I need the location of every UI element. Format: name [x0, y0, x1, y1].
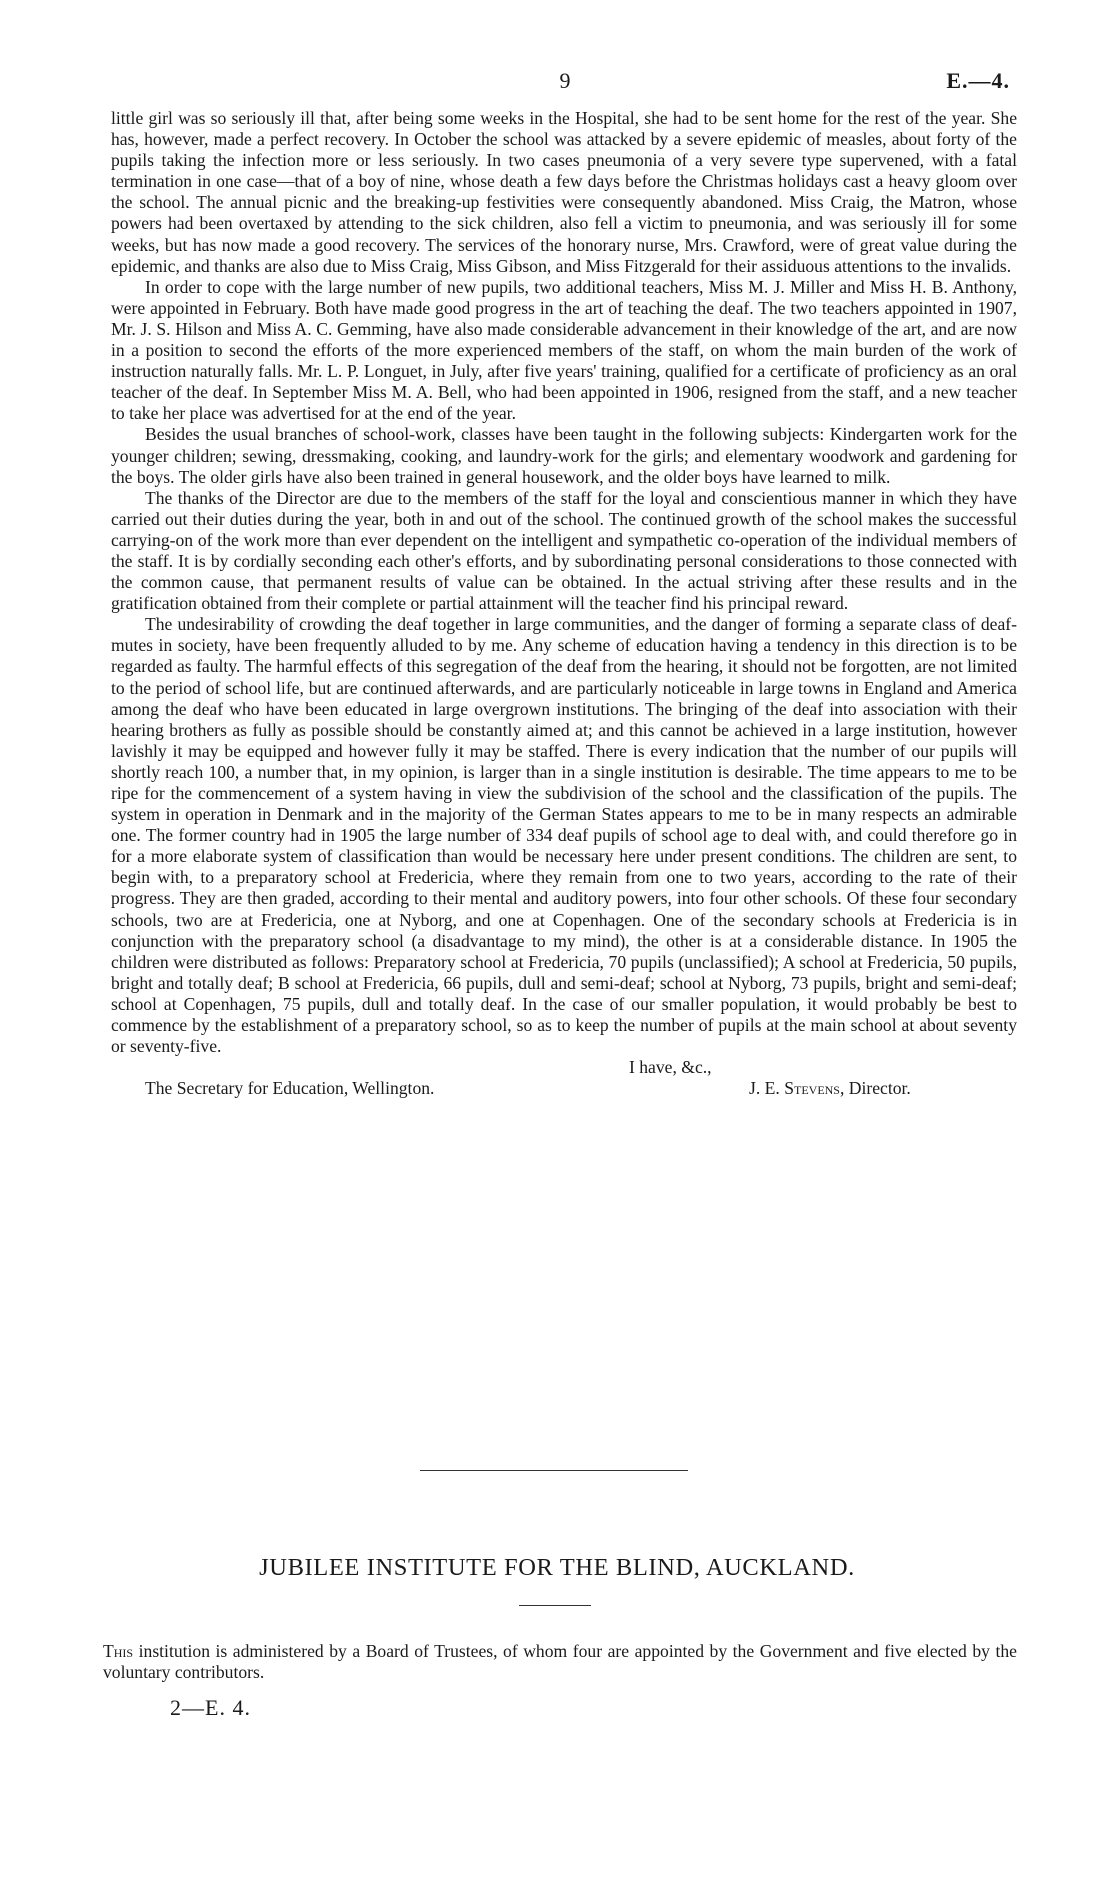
report-body — [111, 108, 1017, 1101]
page-header — [0, 68, 1114, 98]
page-number: 9 — [559, 68, 571, 93]
intro-paragraph — [103, 1641, 1017, 1683]
section-intro — [103, 1641, 1017, 1683]
paragraph-segregation: The undesirability of crowding the deaf together in large communities, and the danger of forming a separate class of deaf-mutes in society, have been frequently alluded to by me. Any scheme of education having a tendency in this direction is to be regarded as faulty. The harmful effects of this segregation of the deaf from the hearing, it should not be forgotten, are not limited to the period of school life, but are continued afterwards, and are particularly noticeable in large towns in England and America among the deaf who have been educated in large overgrown institutions. The bringing of the deaf into association with their hearing brothers as fully as possible should be constantly aimed at; and this cannot be achieved in a large institution, however lavishly it may be equipped and however fully it may be staffed. There is every indication that the number of our pupils will shortly reach 100, a number that, in my opinion, is larger than in a single institution is desirable. The time appears to me to be ripe for the commencement of a system having in view the subdivision of the school and the classification of the pupils. The system in operation in Denmark and in the majority of the German States appears to me to be in many respects an admirable one. The former country had in 1905 the large number of 334 deaf pupils of school age to deal with, and could therefore go in for a more elaborate system of classification than would be necessary here under present conditions. The children are sent, to begin with, to a preparatory school at Fredericia, where they remain from one to two years, according to the rate of their progress. They are then graded, according to their mental and auditory powers, into four other schools. Of these four secondary schools, two are at Fredericia, one at Nyborg, and one at Copenhagen. One of the secondary schools at Fredericia is in conjunction with the preparatory school (a disadvantage to my mind), the other is at a considerable distance. In 1905 the children were distributed as follows: Preparatory school at Fredericia, 70 pupils (unclassified); A school at Fredericia, 50 pupils, bright and totally deaf; B school at Fredericia, 66 pupils, dull and semi-deaf; school at Nyborg, 73 pupils, bright and semi-deaf; school at Copenhagen, 75 pupils, dull and totally deaf. In the case of our smaller population, it would probably be best to commence by the establishment of a preparatory school, so as to keep the number of pupils at the main school at about seventy or seventy-five. — [111, 614, 1017, 1057]
section-divider — [420, 1470, 688, 1471]
paragraph-staff-appointments: In order to cope with the large number of new pupils, two additional teachers, Miss M. J. Miller and Miss H. B. Anthony, were appointed in February. Both have made good progress in the art of teaching the deaf. The two teachers appointed in 1907, Mr. J. S. Hilson and Miss A. C. Gemming, have also made considerable advancement in their knowledge of the art, and are now in a position to second the efforts of the more experienced members of the staff, on whom the main burden of the work of instruction naturally falls. Mr. L. P. Longuet, in July, after five years' training, qualified for a certificate of proficiency as an oral teacher of the deaf. In September Miss M. A. Bell, who had been appointed in 1906, resigned from the staff, and a new teacher to take her place was advertised for at the end of the year. — [111, 276, 1017, 424]
series-reference: E.—4. — [946, 68, 1010, 93]
signature-name: Stevens — [784, 1078, 840, 1099]
title-underline — [519, 1605, 591, 1606]
signature-mark: 2—E. 4. — [170, 1695, 251, 1720]
signature — [749, 1078, 911, 1099]
intro-lead-word: This — [103, 1641, 134, 1661]
paragraph-subjects: Besides the usual branches of school-work, classes have been taught in the following subjects: Kindergarten work for the younger children; sewing, dressmaking, cooking, and laundry-work for the girls; and elementary woodwork and gardening for the boys. The older girls have also been trained in general housework, and the older boys have learned to milk. — [111, 424, 1017, 487]
signature-initials: J. E. — [749, 1078, 780, 1099]
section-title: JUBILEE INSTITUTE FOR THE BLIND, AUCKLAND. — [259, 1554, 855, 1581]
paragraph-thanks: The thanks of the Director are due to the members of the staff for the loyal and conscientious manner in which they have carried out their duties during the year, both in and out of the school. The continued growth of the school makes the successful carrying-on of the work more than ever dependent on the intelligent and sympathetic co-operation of the individual members of the staff. It is by cordially seconding each other's efforts, and by subordinating personal considerations to those connected with the common cause, that permanent results of value can be obtained. In the actual striving after these results and in the gratification obtained from their complete or partial attainment will the teacher find his principal reward. — [111, 487, 1017, 614]
intro-text: institution is administered by a Board of Trustees, of whom four are appointed by the Government and five elected by the voluntary contributors. — [103, 1641, 1017, 1683]
signature-title: , Director. — [839, 1078, 911, 1099]
paragraph-epidemic: little girl was so seriously ill that, after being some weeks in the Hospital, she had to be sent home for the rest of the year. She has, however, made a perfect recovery. In October the school was attacked by a severe epidemic of measles, about forty of the pupils taking the infection more or less seriously. In two cases pneumonia of a very severe type supervened, with a fatal termination in one case—that of a boy of nine, whose death a few days before the Christmas holidays cast a heavy gloom over the school. The annual picnic and the breaking-up festivities were consequently abandoned. Miss Craig, the Matron, whose powers had been overtaxed by attending to the sick children, also fell a victim to pneumonia, and was seriously ill for some weeks, but has now made a good recovery. The services of the honorary nurse, Mrs. Crawford, were of great value during the epidemic, and thanks are also due to Miss Craig, Miss Gibson, and Miss Fitzgerald for their assiduous attentions to the invalids. — [111, 108, 1017, 276]
letter-closing — [111, 1057, 1017, 1101]
addressee: The Secretary for Education, Wellington. — [145, 1078, 435, 1099]
closing-formula: I have, &c., — [629, 1057, 712, 1078]
